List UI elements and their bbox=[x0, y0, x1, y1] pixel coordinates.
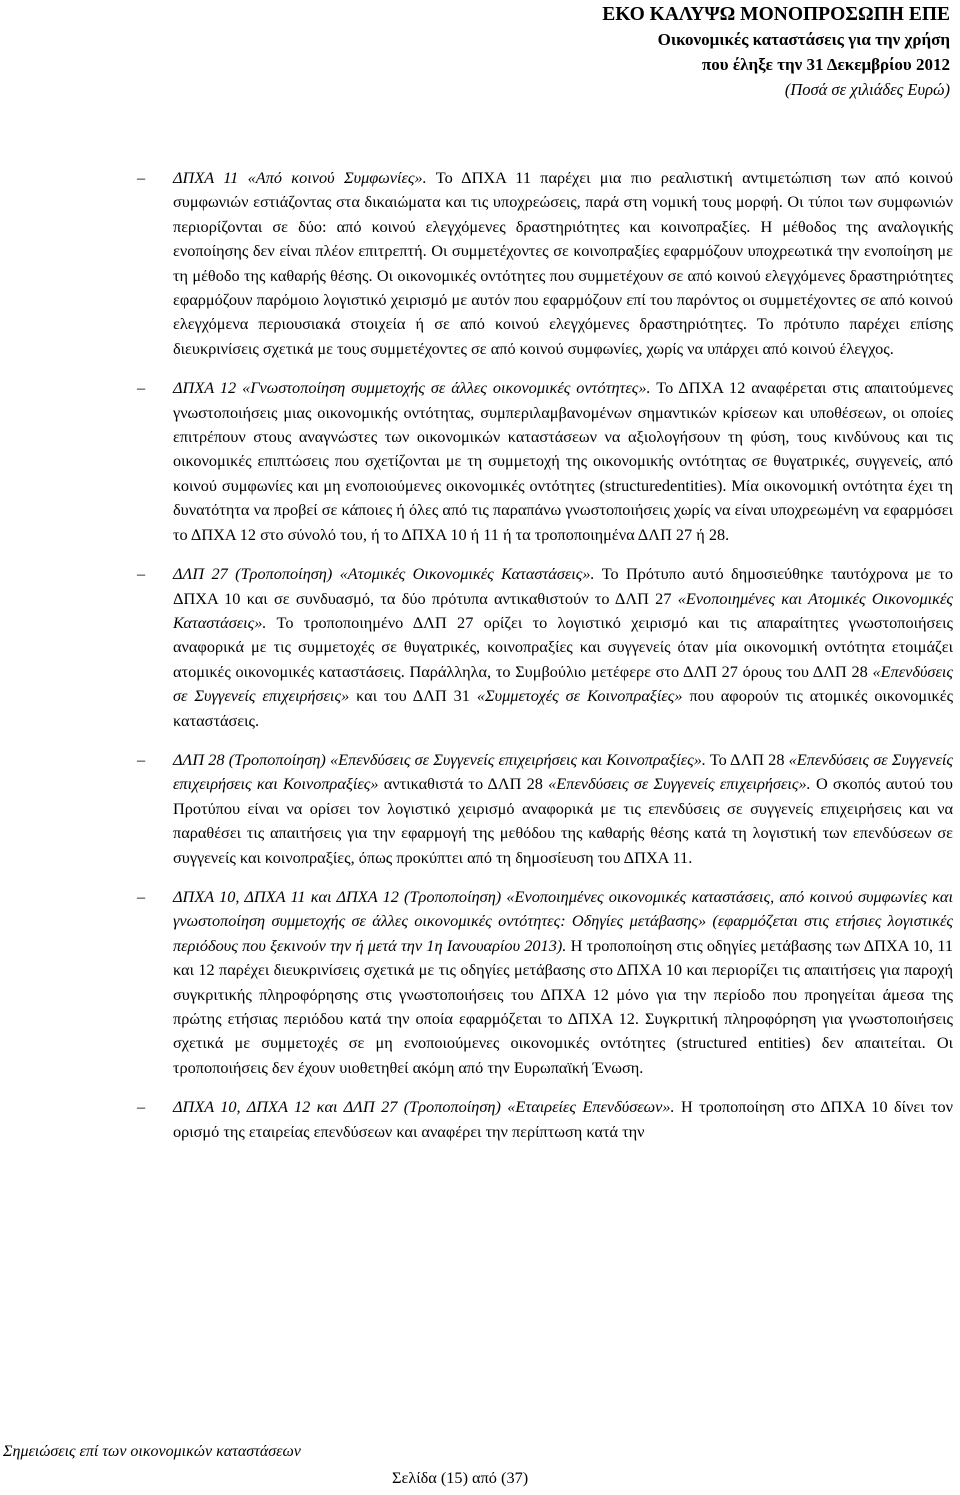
item-text: αντικαθιστά το ΔΛΠ 28 bbox=[378, 774, 549, 794]
list-item-ias27 bbox=[137, 562, 953, 733]
page-header bbox=[602, 2, 950, 102]
item-heading: ΔΛΠ 27 (Τροποποίηση) «Ατομικές Οικονομικές Καταστάσεις». bbox=[173, 564, 595, 584]
list-item-ifrs12 bbox=[137, 376, 953, 547]
bullet-dash: – bbox=[137, 886, 146, 906]
footer-notes-label: Σημειώσεις επί των οικονομικών καταστάσεων bbox=[3, 1443, 301, 1460]
bullet-dash: – bbox=[137, 168, 146, 187]
list-item-transition-guidance bbox=[137, 885, 953, 1080]
bullet-dash: – bbox=[137, 564, 146, 584]
item-heading: ΔΛΠ 28 (Τροποποίηση) «Επενδύσεις σε Συγγενείς επιχειρήσεις και Κοινοπραξίες». bbox=[173, 749, 706, 769]
item-heading: ΔΠΧΑ 10, ΔΠΧΑ 11 και ΔΠΧΑ 12 (Τροποποίηση) «Ενοποιημένες οικονομικές καταστάσεις, από κοινού συμφωνίες και γνωστοποίηση συμμετοχής σε άλλες οικονομικές οντότητες: Οδηγίες μετάβασης» (εφαρμόζεται στις ετήσιες λογιστικές περιόδους που ξεκινούν την ή μετά την 1η Ιανουαρίου 2013). bbox=[173, 886, 953, 955]
document-body bbox=[137, 166, 953, 1159]
list-item-investment-entities bbox=[137, 1095, 953, 1144]
item-text: Το Πρότυπο αυτό δημοσιεύθηκε ταυτόχρονα με το ΔΠΧΑ 10 και σε συνδυασμό, τα δύο πρότυπα αντικαθιστούν το ΔΛΠ 27 bbox=[173, 564, 954, 608]
item-text: και του ΔΛΠ 31 bbox=[349, 686, 477, 706]
item-text: που αφορούν τις ατομικές οικονομικές καταστάσεις. bbox=[173, 686, 954, 730]
item-emphasis: «Επενδύσεις σε Συγγενείς επιχειρήσεις» bbox=[173, 661, 953, 706]
item-text: Το ΔΛΠ 28 bbox=[705, 749, 789, 769]
bullet-dash: – bbox=[137, 749, 146, 769]
bullet-dash: – bbox=[137, 378, 146, 398]
list-item-ifrs11 bbox=[137, 166, 953, 361]
units-note: (Ποσά σε χιλιάδες Ευρώ) bbox=[784, 80, 950, 99]
item-emphasis: «Ενοποιημένες και Ατομικές Οικονομικές Καταστάσεις». bbox=[173, 588, 953, 632]
statements-title: Οικονομικές καταστάσεις για την χρήση bbox=[657, 30, 950, 49]
item-text: Το τροποποιημένο ΔΛΠ 27 ορίζει το λογιστικό χειρισμό και τις απαραίτητες γνωστοποιήσεις αναφορικά με τις συμμετοχές σε θυγατρικές, κοινοπραξίες και συγγενείς όταν μία οικονομική οντότητα ετοιμάζει ατομικές οικονομικές καταστάσεις. Παράλληλα, το Συμβούλιο μετέφερε στο ΔΛΠ 27 όρους του ΔΛΠ 28 bbox=[173, 612, 953, 681]
item-text: Η τροποποίηση στις οδηγίες μετάβασης των ΔΠΧΑ 10, 11 και 12 παρέχει διευκρινίσεις σχετικά με τις οδηγίες μετάβασης στο ΔΠΧΑ 10 και περιορίζει τις απαιτήσεις για παροχή συγκριτικής πληροφόρησης στις γνωστοποιήσεις του ΔΠΧΑ 12 μόνο για την περίοδο που προηγείται άμεσα της πρώτης ετήσιας περιόδου κατά την οποία εφαρμόζεται το ΔΠΧΑ 12. Συγκριτική πληροφόρηση για γνωστοποιήσεις σχετικά με συμμετοχές σε μη ενοποιούμενες οικονομικές οντότητες (structured entities) δεν απαιτείται. Οι τροποποιήσεις δεν έχουν υιοθετηθεί ακόμη από την Ευρωπαϊκή Ένωση. bbox=[173, 935, 953, 1077]
bullet-dash: – bbox=[137, 1097, 146, 1117]
page-number: Σελίδα (15) από (37) bbox=[392, 1468, 529, 1487]
item-emphasis: «Επενδύσεις σε Συγγενείς επιχειρήσεις και Κοινοπραξίες» bbox=[173, 749, 953, 794]
item-text: Το ΔΠΧΑ 11 παρέχει μια πιο ρεαλιστική αντιμετώπιση των από κοινού συμφωνιών εστιάζοντας στα δικαιώματα και τις υποχρεώσεις, παρά στη νομική τους μορφή. Οι τύποι των συμφωνιών περιορίζονται σε δύο: από κοινού ελεγχόμενες δραστηριότητες και κοινοπραξίες. Η μέθοδος της αναλογικής ενοποίησης δεν είναι πλέον επιτρεπτή. Οι συμμετέχοντες σε κοινοπραξίες εφαρμόζουν υποχρεωτικά την ενοποίηση με τη μέθοδο της καθαρής θέσης. Οι οικονομικές οντότητες που συμμετέχουν σε από κοινού ελεγχόμενες δραστηριότητες εφαρμόζουν παρόμοιο λογιστικό χειρισμό με αυτόν που εφαρμόζουν επί του παρόντος οι συμμετέχοντες σε από κοινού ελεγχόμενα περιουσιακά στοιχεία ή σε από κοινού ελεγχόμενες δραστηριότητες. Το πρότυπο παρέχει επίσης διευκρινίσεις σχετικά με τους συμμετέχοντες σε από κοινού συμφωνίες, χωρίς να υπάρχει από κοινού έλεγχος. bbox=[173, 168, 953, 358]
company-name: ΕΚΟ ΚΑΛΥΨΩ ΜΟΝΟΠΡΟΣΩΠΗ ΕΠΕ bbox=[602, 4, 950, 25]
item-heading: ΔΠΧΑ 12 «Γνωστοποίηση συμμετοχής σε άλλες οικονομικές οντότητες». bbox=[173, 378, 651, 398]
item-emphasis: «Επενδύσεις σε Συγγενείς επιχειρήσεις». bbox=[548, 774, 811, 794]
item-emphasis: «Συμμετοχές σε Κοινοπραξίες» bbox=[476, 686, 683, 706]
list-item-ias28 bbox=[137, 748, 953, 870]
item-text: Ο σκοπός αυτού του Προτύπου είναι να ορίσει τον λογιστικό χειρισμό αναφορικά με τις επενδύσεις σε συγγενείς επιχειρήσεις και να παραθέσει τις απαιτήσεις για την εφαρμογή της μεθόδου της καθαρής θέσης κατά τη λογιστική των επενδύσεων σε συγγενείς και κοινοπραξίες, όπως προκύπτει από τη δημοσίευση του ΔΠΧΑ 11. bbox=[173, 774, 953, 867]
item-text: Η τροποποίηση στο ΔΠΧΑ 10 δίνει τον ορισμό της εταιρείας επενδύσεων και αναφέρει την περίπτωση κατά την bbox=[173, 1097, 953, 1141]
period-line: που έληξε την 31 Δεκεμβρίου 2012 bbox=[701, 55, 950, 74]
item-heading: ΔΠΧΑ 10, ΔΠΧΑ 12 και ΔΛΠ 27 (Τροποποίηση) «Εταιρείες Επενδύσεων». bbox=[173, 1097, 675, 1117]
item-heading: ΔΠΧΑ 11 «Από κοινού Συμφωνίες». bbox=[173, 168, 427, 187]
item-text: Το ΔΠΧΑ 12 αναφέρεται στις απαιτούμενες γνωστοποιήσεις μιας οικονομικής οντότητας, συμπεριλαμβανομένων σημαντικών κρίσεων και υποθέσεων, οι οποίες επιτρέπουν στους αναγνώστες των οικονομικών καταστάσεων να αξιολογήσουν τη φύση, τους κινδύνους και τις οικονομικές επιπτώσεις που σχετίζονται με τη συμμετοχή της οικονομικής οντότητας σε θυγατρικές, συγγενείς, από κοινού συμφωνίες και μη ενοποιούμενες οικονομικές οντότητες (structuredentities). Μία οικονομική οντότητα έχει τη δυνατότητα να προβεί σε κάποιες ή όλες από τις παραπάνω γνωστοποιήσεις χωρίς να είναι υποχρεωμένη να εφαρμόσει το ΔΠΧΑ 12 στο σύνολό του, ή το ΔΠΧΑ 10 ή 11 ή τα τροποποιημένα ΔΛΠ 27 ή 28. bbox=[173, 378, 953, 544]
